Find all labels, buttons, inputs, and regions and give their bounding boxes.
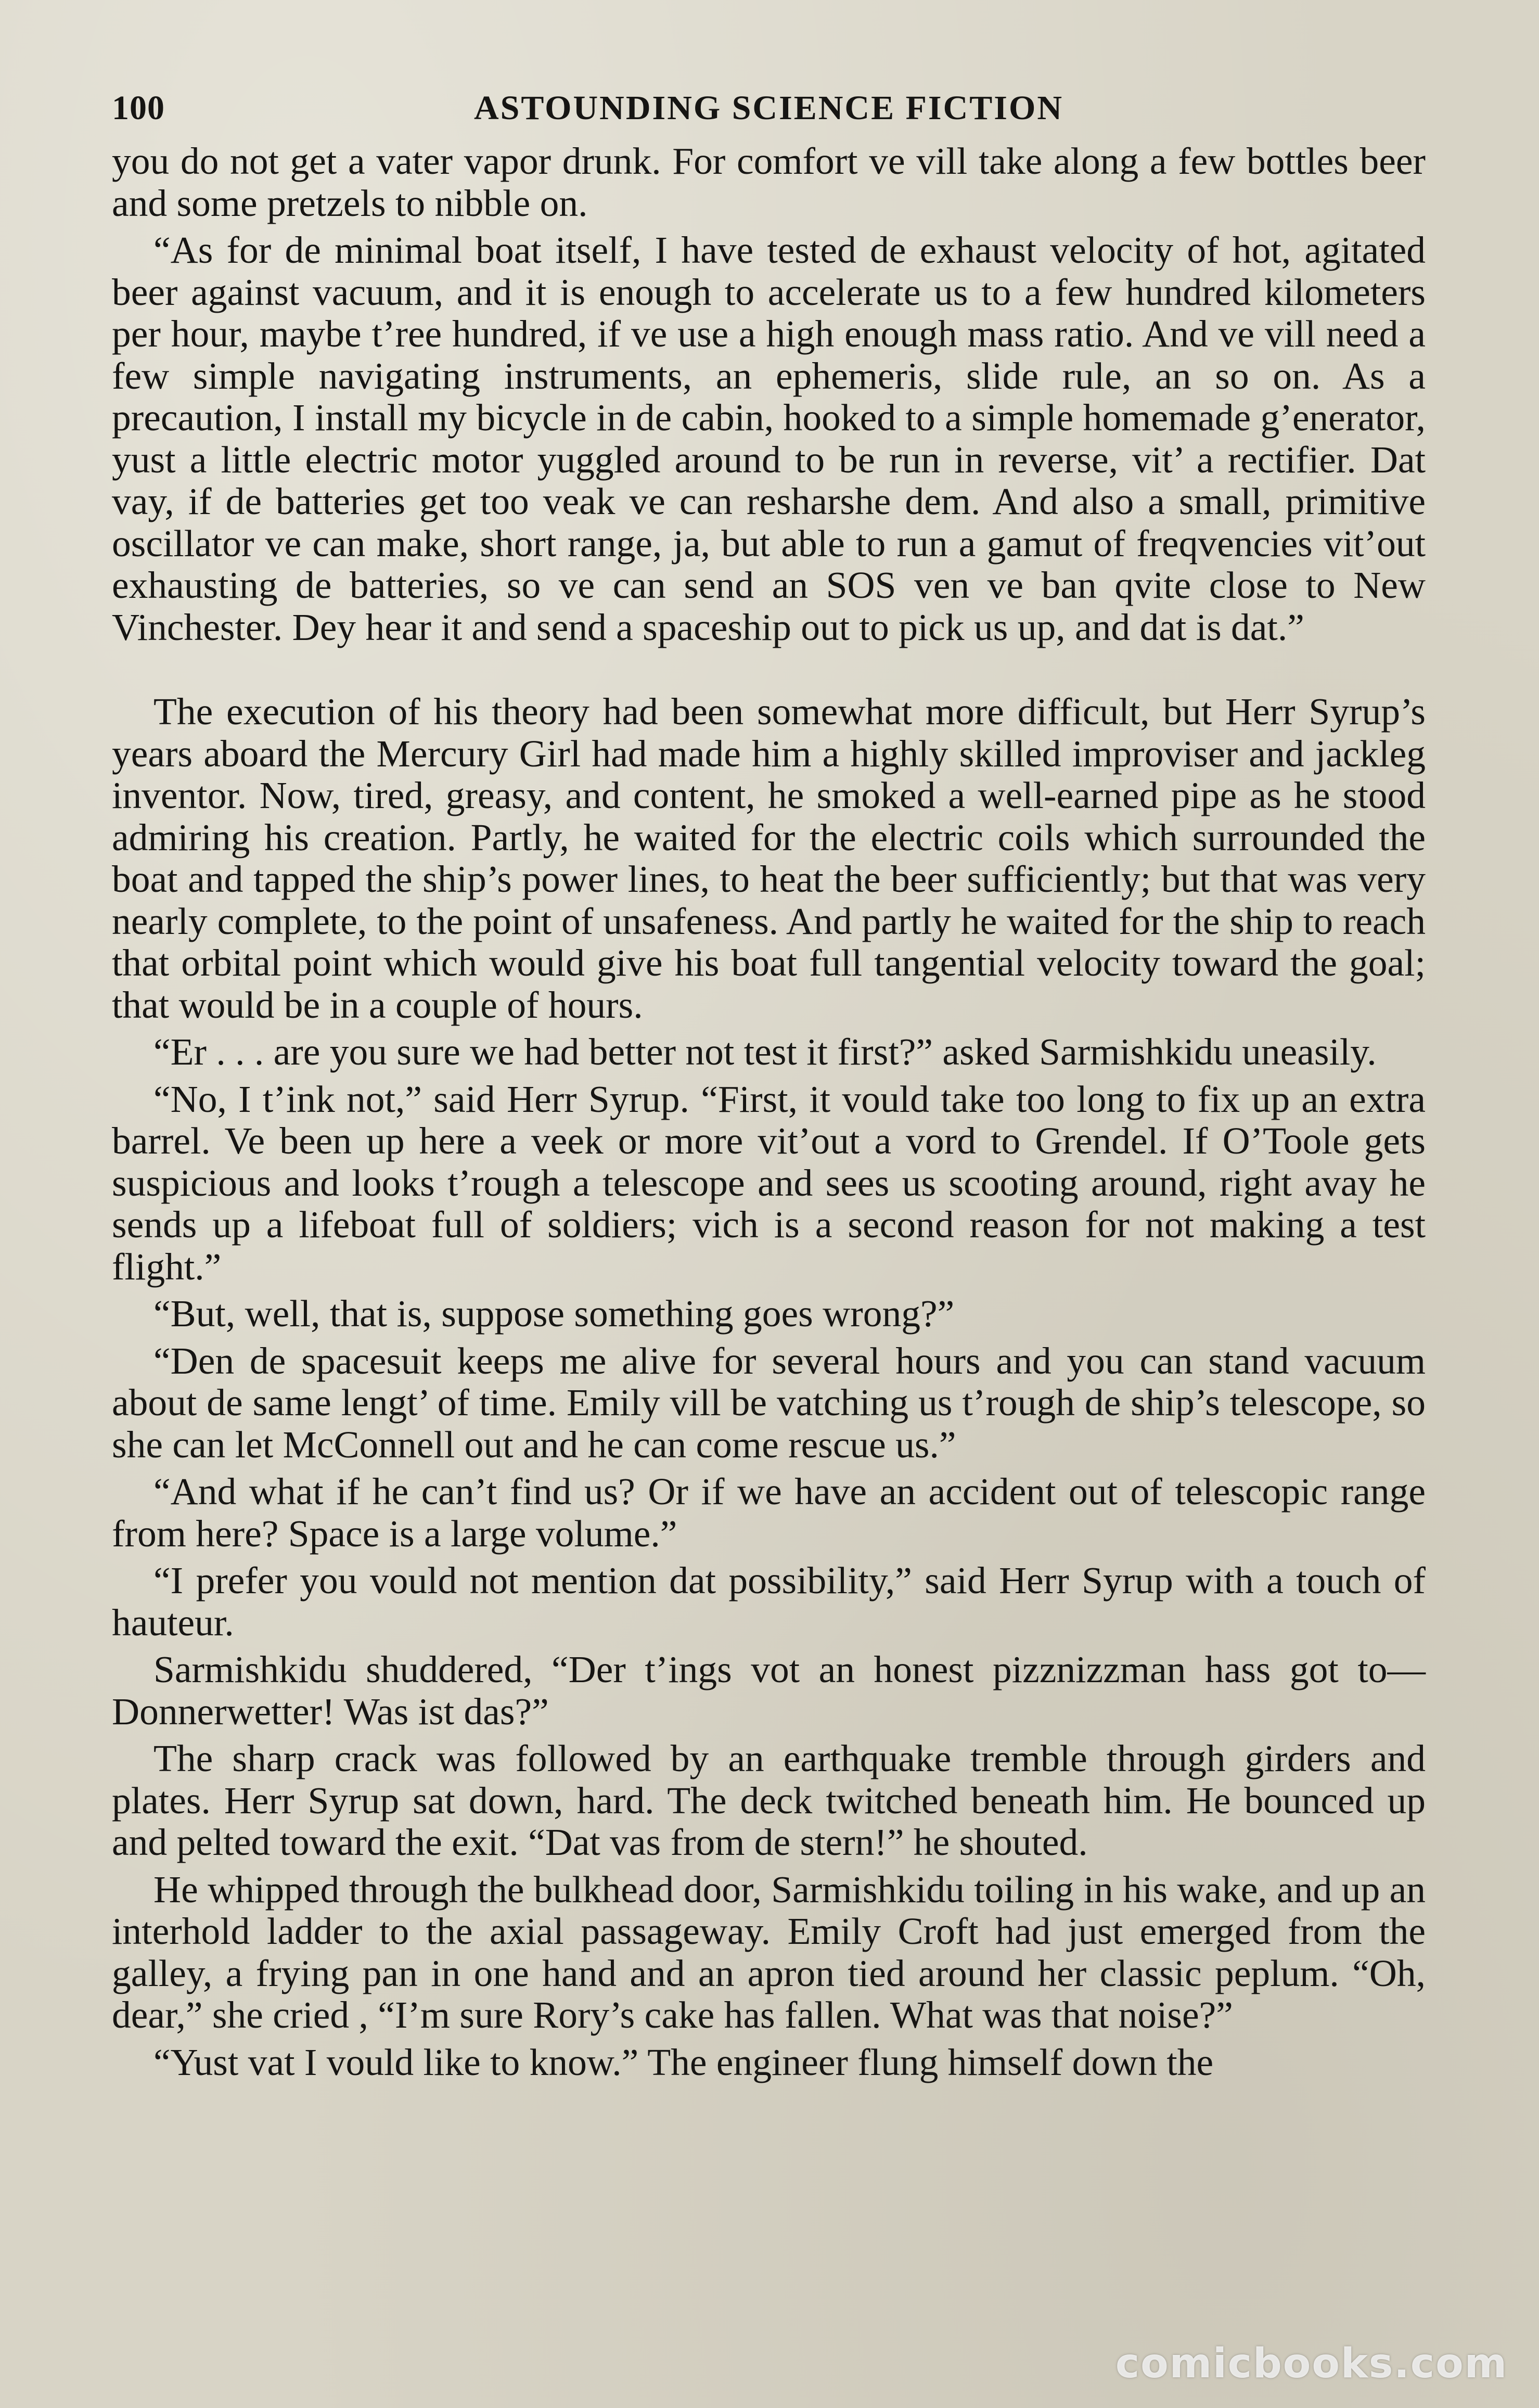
page-header	[112, 78, 1426, 140]
paragraph: “No, I t’ink not,” said Herr Syrup. “First, it vould take too long to fix up an extra barrel. Ve been up here a veek or more vit’out a vord to Grendel. If O’Toole gets suspicious and looks t’rough a telescope and sees us scooting around, right avay he sends up a lifeboat full of soldiers; vich is a second reason for not making a test flight.”	[112, 1078, 1426, 1288]
paragraph: He whipped through the bulkhead door, Sarmishkidu toiling in his wake, and up an interhold ladder to the axial passageway. Emily Croft had just emerged from the galley, a frying pan in one hand and an apron tied around her classic peplum. “Oh, dear,” she cried , “I’m sure Rory’s cake has fallen. What was that noise?”	[112, 1868, 1426, 2036]
paragraph: Sarmishkidu shuddered, “Der t’ings vot an honest pizznizzman hass got to—Donnerwetter! Was ist das?”	[112, 1648, 1426, 1733]
paragraph: “I prefer you vould not mention dat possibility,” said Herr Syrup with a touch of hauteur.	[112, 1559, 1426, 1644]
article-body	[112, 140, 1426, 2083]
paragraph: “Den de spacesuit keeps me alive for several hours and you can stand vacuum about de same lengt’ of time. Emily vill be vatching us t’rough de ship’s telescope, so she can let McConnell out and he can come rescue us.”	[112, 1339, 1426, 1466]
paragraph: you do not get a vater vapor drunk. For comfort ve vill take along a few bottles beer and some pretzels to nibble on.	[112, 140, 1426, 224]
page-content	[112, 78, 1426, 2089]
watermark-text: comicbooks.com	[1115, 2340, 1508, 2387]
running-head-title: ASTOUNDING SCIENCE FICTION	[473, 89, 1063, 127]
paragraph: “Yust vat I vould like to know.” The engineer flung himself down the	[153, 2041, 1214, 2083]
paragraph: “And what if he can’t find us? Or if we have an accident out of telescopic range from here? Space is a large volume.”	[112, 1470, 1426, 1555]
page-number: 100	[112, 89, 165, 127]
paragraph: “Er . . . are you sure we had better not test it first?” asked Sarmishkidu uneasily.	[153, 1031, 1377, 1073]
paragraph: The execution of his theory had been somewhat more difficult, but Herr Syrup’s years aboard the Mercury Girl had made him a highly skilled improviser and jackleg inventor. Now, tired, greasy, and content, he smoked a well-earned pipe as he stood admiring his creation. Partly, he waited for the electric coils which surrounded the boat and tapped the ship’s power lines, to heat the beer sufficiently; but that was very nearly complete, to the point of unsafeness. And partly he waited for the ship to reach that orbital point which would give his boat full tangential velocity toward the goal; that would be in a couple of hours.	[112, 690, 1426, 1026]
paragraph: The sharp crack was followed by an earthquake tremble through girders and plates. Herr Syrup sat down, hard. The deck twitched beneath him. He bounced up and pelted toward the exit. “Dat vas from de stern!” he shouted.	[112, 1737, 1426, 1863]
paragraph: “As for de minimal boat itself, I have tested de exhaust velocity of hot, agitated beer against vacuum, and it is enough to accelerate us to a few hundred kilometers per hour, maybe t’ree hundred, if ve use a high enough mass ratio. And ve vill need a few simple navigating instruments, an ephemeris, slide rule, an so on. As a precaution, I install my bicycle in de cabin, hooked to a simple homemade g’enerator, yust a little electric motor yuggled around to be run in reverse, vit’ a rectifier. Dat vay, if de batteries get too veak ve can resharshe dem. And also a small, primitive oscillator ve can make, short range, ja, but able to run a gamut of freqvencies vit’out exhausting de batteries, so ve can send an SOS ven ve ban qvite close to New Vinchester. Dey hear it and send a spaceship out to pick us up, and dat is dat.”	[112, 229, 1426, 648]
paragraph: “But, well, that is, suppose something goes wrong?”	[153, 1292, 955, 1335]
